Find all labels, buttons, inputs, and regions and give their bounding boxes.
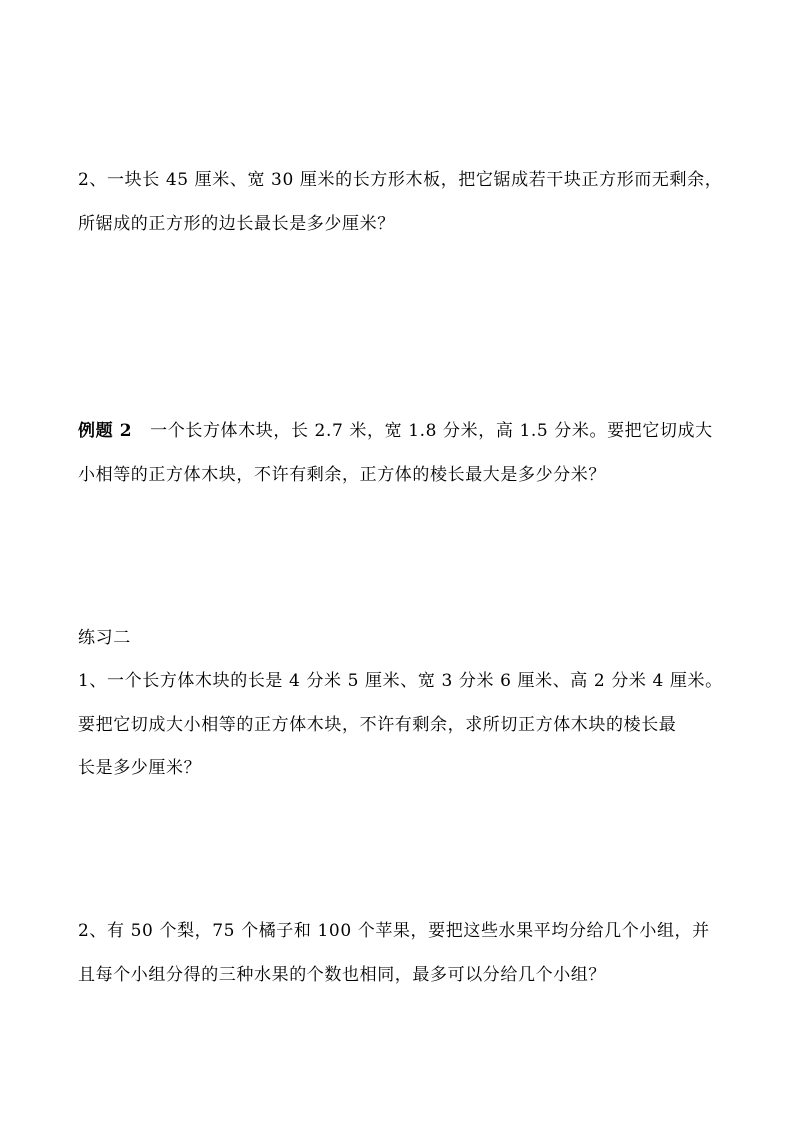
- example-2-text-1: 一个长方体木块，长 2.7 米，宽 1.8 分米，高 1.5 分米。要把它切成大: [150, 421, 713, 441]
- example-2-line-1: [78, 420, 713, 442]
- problem-2-line-1: 2、一块长 45 厘米、宽 30 厘米的长方形木板，把它锯成若干块正方形而无剩余，: [78, 170, 723, 190]
- exercise-2-q1-line-2: 要把它切成大小相等的正方体木块，不许有剩余，求所切正方体木块的棱长最: [78, 715, 677, 735]
- exercise-2-heading: 练习二: [78, 628, 131, 648]
- exercise-2-q1-line-1: 1、一个长方体木块的长是 4 分米 5 厘米、宽 3 分米 6 厘米、高 2 分米 4 厘米。: [78, 671, 723, 691]
- exercise-2-q1-line-3: 长是多少厘米？: [78, 758, 202, 778]
- exercise-2-q2-line-1: 2、有 50 个梨，75 个橘子和 100 个苹果，要把这些水果平均分给几个小组，并: [78, 921, 710, 941]
- problem-2-line-2: 所锯成的正方形的边长最长是多少厘米？: [78, 214, 395, 234]
- exercise-2-q2-line-2: 且每个小组分得的三种水果的个数也相同，最多可以分给几个小组？: [78, 965, 606, 985]
- example-2-line-2: 小相等的正方体木块，不许有剩余，正方体的棱长最大是多少分米？: [78, 465, 606, 485]
- example-2-label: 例题 2: [78, 421, 133, 441]
